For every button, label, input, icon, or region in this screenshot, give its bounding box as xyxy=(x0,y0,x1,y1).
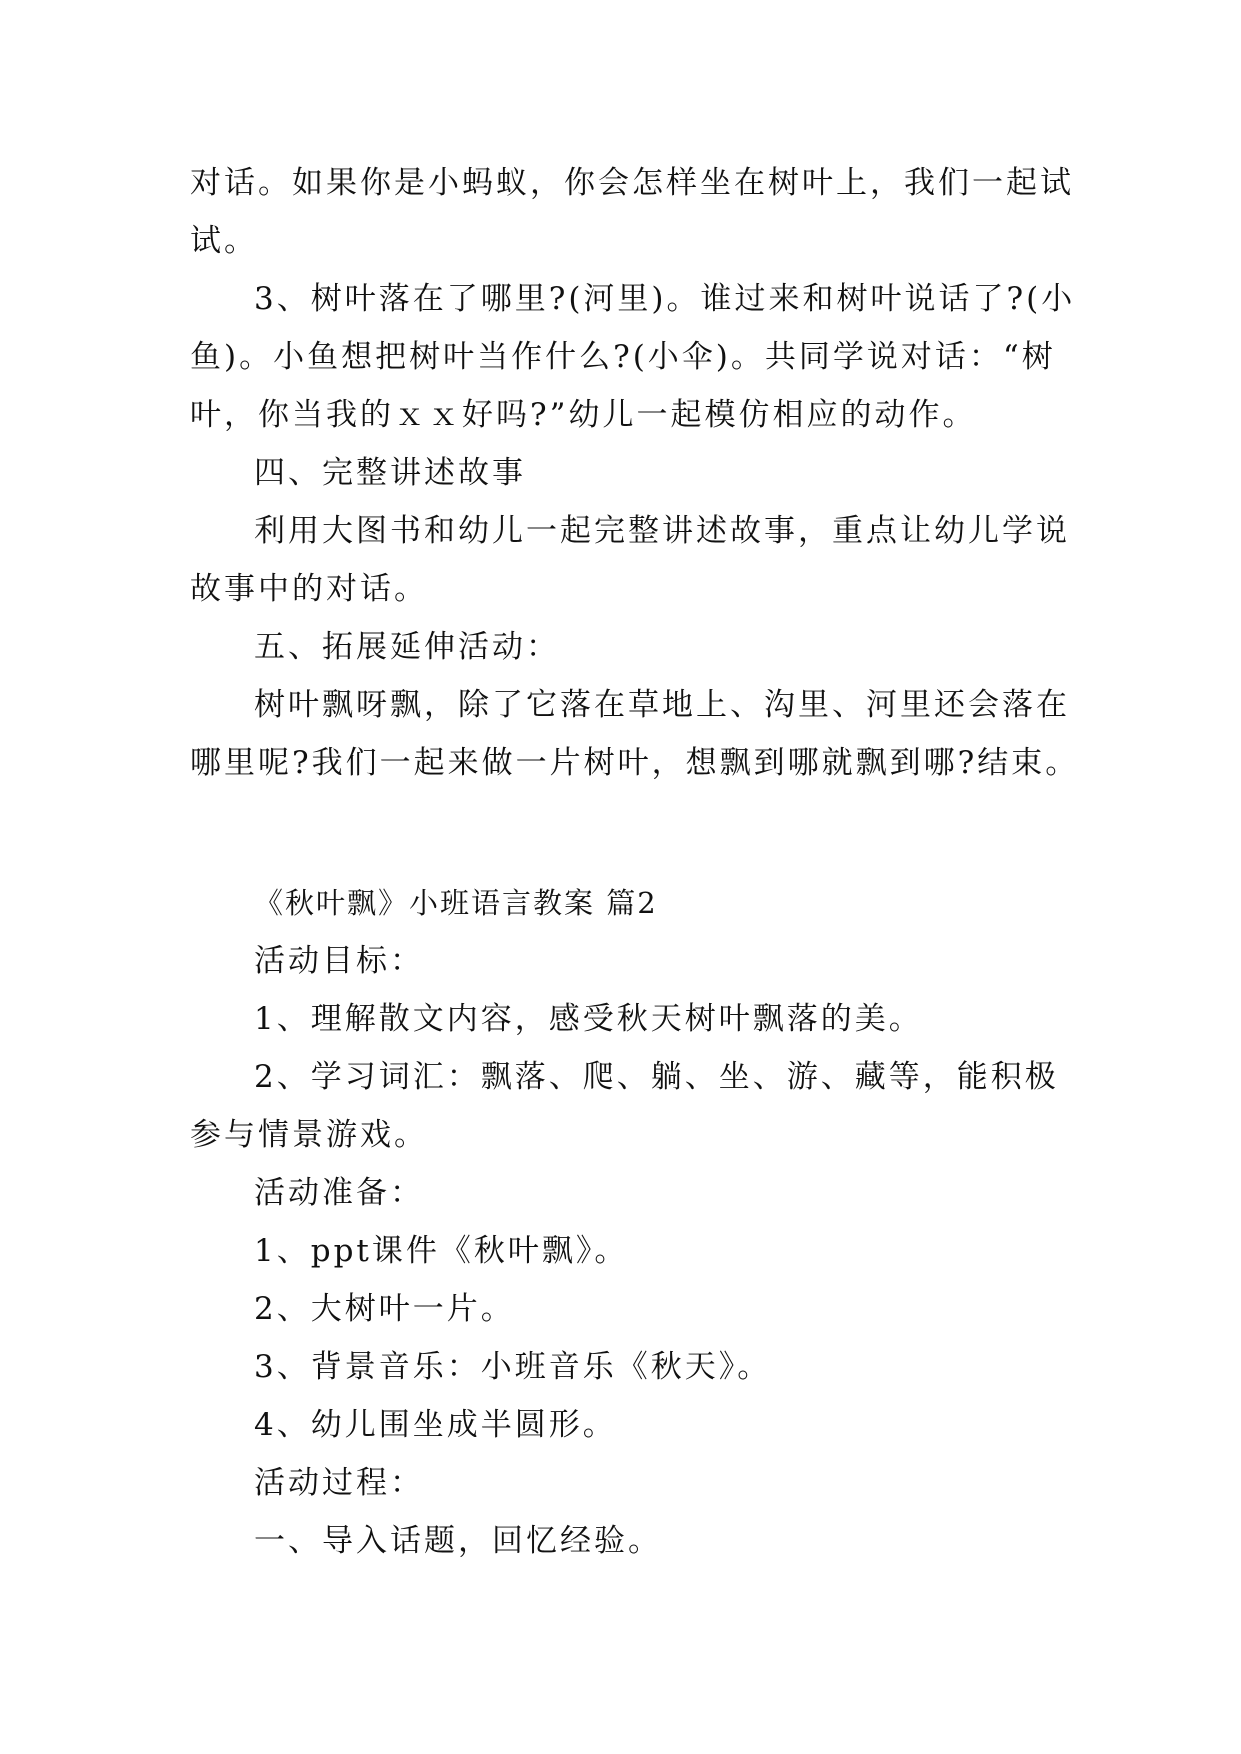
paragraph-line: 叶，你当我的ｘｘ好吗?”幼儿一起模仿相应的动作。 xyxy=(190,397,977,433)
section-heading: 一、导入话题，回忆经验。 xyxy=(254,1523,662,1559)
list-item: 1、ppt课件《秋叶飘》。 xyxy=(254,1233,629,1269)
section-heading: 活动准备： xyxy=(254,1175,424,1211)
list-item: 3、背景音乐：小班音乐《秋天》。 xyxy=(254,1349,772,1385)
section-heading: 活动过程： xyxy=(254,1465,424,1501)
section-heading: 活动目标： xyxy=(254,943,424,979)
section-heading: 五、拓展延伸活动： xyxy=(254,629,560,665)
list-item: 2、大树叶一片。 xyxy=(254,1291,515,1327)
paragraph-line: 利用大图书和幼儿一起完整讲述故事，重点让幼儿学说 xyxy=(254,513,1070,549)
paragraph-line: 试。 xyxy=(190,223,258,259)
lesson-plan-title: 《秋叶飘》小班语言教案 篇2 xyxy=(254,886,658,920)
paragraph-line: 故事中的对话。 xyxy=(190,571,428,607)
paragraph-line: 树叶飘呀飘，除了它落在草地上、沟里、河里还会落在 xyxy=(254,687,1070,723)
list-item: 1、理解散文内容，感受秋天树叶飘落的美。 xyxy=(254,1001,923,1037)
paragraph-line: 哪里呢?我们一起来做一片树叶，想飘到哪就飘到哪?结束。 xyxy=(190,745,1080,781)
section-heading: 四、完整讲述故事 xyxy=(254,455,526,491)
list-item: 4、幼儿围坐成半圆形。 xyxy=(254,1407,617,1443)
paragraph-line: 参与情景游戏。 xyxy=(190,1117,428,1153)
list-item: 2、学习词汇：飘落、爬、躺、坐、游、藏等，能积极 xyxy=(254,1059,1059,1095)
paragraph-line: 鱼)。小鱼想把树叶当作什么?(小伞)。共同学说对话：“树 xyxy=(190,339,1056,375)
paragraph-line: 3、树叶落在了哪里?(河里)。谁过来和树叶说话了?(小 xyxy=(254,281,1076,317)
paragraph-line: 对话。如果你是小蚂蚁，你会怎样坐在树叶上，我们一起试 xyxy=(190,165,1074,201)
